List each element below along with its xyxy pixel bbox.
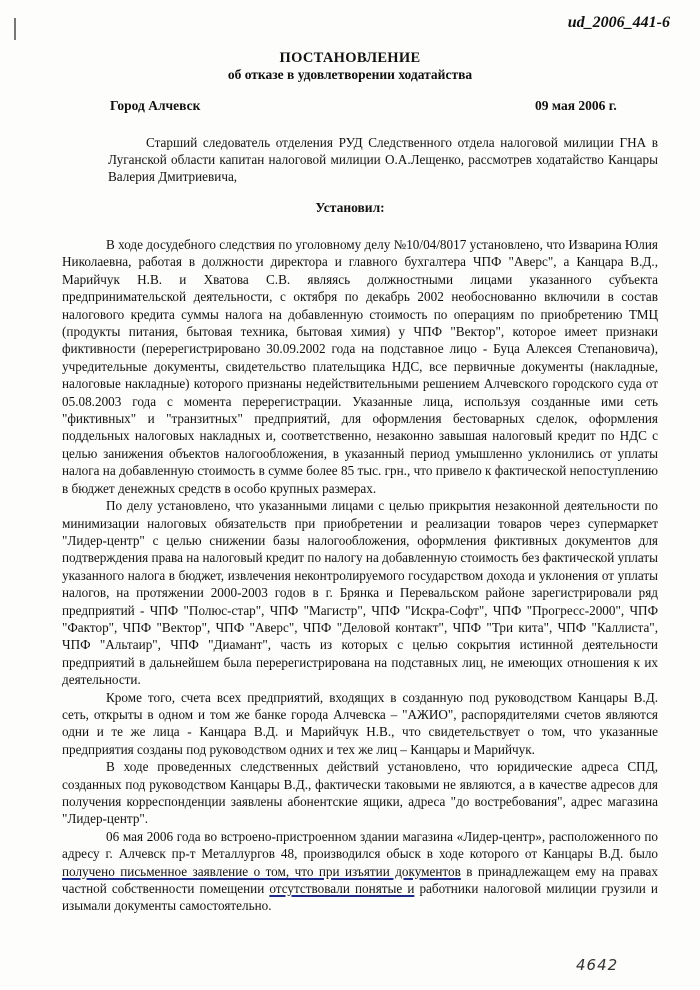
body-paragraph-3: Кроме того, счета всех предприятий, входящих в созданную под руководством Канцары В.Д. сеть, открыты в одном и том же банке города Алчевска – "АЖИО", распорядителями счетов являются одни и те же лица - Канцара В.Д. и Марийчук Н.В., что свидетельствует о том, что указанные предприятия созданы под руководством одних и тех же лиц – Канцары и Марийчук. [62, 689, 658, 757]
body-paragraph-1: В ходе досудебного следствия по уголовному делу №10/04/8017 установлено, что Изварина Юлия Николаевна, работая в должности директора и главного бухгалтера ЧПФ "Аверс", а Канцара В.Д., Марийчук Н.В. и Хватова С.В. являясь должностными лицами указанного субъекта предпринимательской деятельности, с октября по декабрь 2002 необоснованно включили в состав налогового кредита суммы налога на добавленную стоимость по операциям по приобретению ТМЦ (продукты питания, бытовая техника, бытовая химия) у ЧПФ "Вектор", которое имеет признаки фиктивности (перерегистрировано 30.09.2002 года на подставное лицо - Буца Алексея Степановича), учредительные документы, свидетельство плательщика НДС, все первичные документы (накладные, налоговые накладные) которого признаны недействительными решением Алчевского городского суда от 05.08.2003 года с момента перерегистрации. Указанные лица, используя созданные ими сеть "фиктивных" и "транзитных" предприятий, для оформления бестоварных сделок, оформления поддельных налоговых накладных и, соответственно, незаконно завышая налоговый кредит по НДС с целью занижения объектов налогообложения, в указанный период умышленно уклонились от уплаты налога на добавленную стоимость в сумме более 85 тыс. грн., что привело к фактической непоступлению в бюджет денежных средств в особо крупных размерах. [62, 237, 658, 496]
document-body [62, 236, 658, 915]
underlined-statement: получено письменное заявление о том, что при изъятии документов [62, 863, 461, 879]
paragraph-5-part1: 06 мая 2006 года во встроено-пристроенном здании магазина «Лидер-центр», расположенного по адресу г. Алчевск пр-т Металлургов 48, производился обыск в ходе которого от Канцары В.Д. было [62, 828, 658, 862]
established-heading: Установил: [315, 200, 385, 215]
body-paragraph-5 [62, 828, 658, 915]
document-id: ud_2006_441-6 [567, 14, 670, 31]
intro-text: Старший следователь отделения РУД Следственного отдела налоговой милиции ГНА в Луганской области капитан налоговой милиции О.А.Лещенко, рассмотрев ходатайство Канцары Валерия Дмитриевича, [108, 135, 658, 184]
body-paragraph-4: В ходе проведенных следственных действий установлено, что юридические адреса СПД, созданных под руководством Канцары В.Д., фактически таковыми не являются, а в качестве адресов для получения корреспонденции заявлены абонентские ящики, адреса "до востребования", адрес магазина "Лидер-центр". [62, 759, 658, 827]
paragraph-5-part2: в принадлежащем ему на правах частной собственности помещении [62, 863, 658, 897]
underlined-absence: отсутствовали понятые и [269, 881, 415, 897]
city-label: Город Алчевск [110, 98, 201, 113]
body-paragraph-2: По делу установлено, что указанными лицами с целью прикрытия незаконной деятельности по минимизации налоговых обязательств при приобретении и реализации товаров через супермаркет "Лидер-центр" с целью снижении базы налогообложения, оформления фиктивных документов для подтверждения права на налоговый кредит по налогу на добавленную стоимость без фактической уплаты указанного налога в бюджет, извлечения неконтролируемого государством дохода и уклонения от уплаты налогов, на протяжении 2000-2003 годов в г. Брянка и Перевальском районе зарегистрировали ряд предприятий - ЧПФ "Полюс-стар", ЧПФ "Магистр", ЧПФ "Искра-Софт", ЧПФ "Прогресс-2000", ЧПФ "Фактор", ЧПФ "Вектор", ЧПФ "Аверс", ЧПФ "Деловой контакт", ЧПФ "Три кита", ЧПФ "Каллиста", ЧПФ "Альтаир", ЧПФ "Диамант", часть из которых с целью сокрытия истинной деятельности предприятий в дальнейшем была перерегистрирована на подставных лиц, не имеющих отношения к их деятельности. [62, 498, 658, 688]
paragraph-5-part3: работники налоговой милиции грузили и изымали документы самостоятельно. [62, 881, 658, 914]
document-title: ПОСТАНОВЛЕНИЕ [279, 50, 421, 66]
document-subtitle: об отказе в удовлетворении ходатайства [227, 67, 473, 82]
intro-paragraph [108, 134, 658, 185]
document-date: 09 мая 2006 г. [535, 98, 617, 113]
margin-mark [14, 18, 16, 40]
handwritten-note: 4642 [576, 956, 619, 974]
